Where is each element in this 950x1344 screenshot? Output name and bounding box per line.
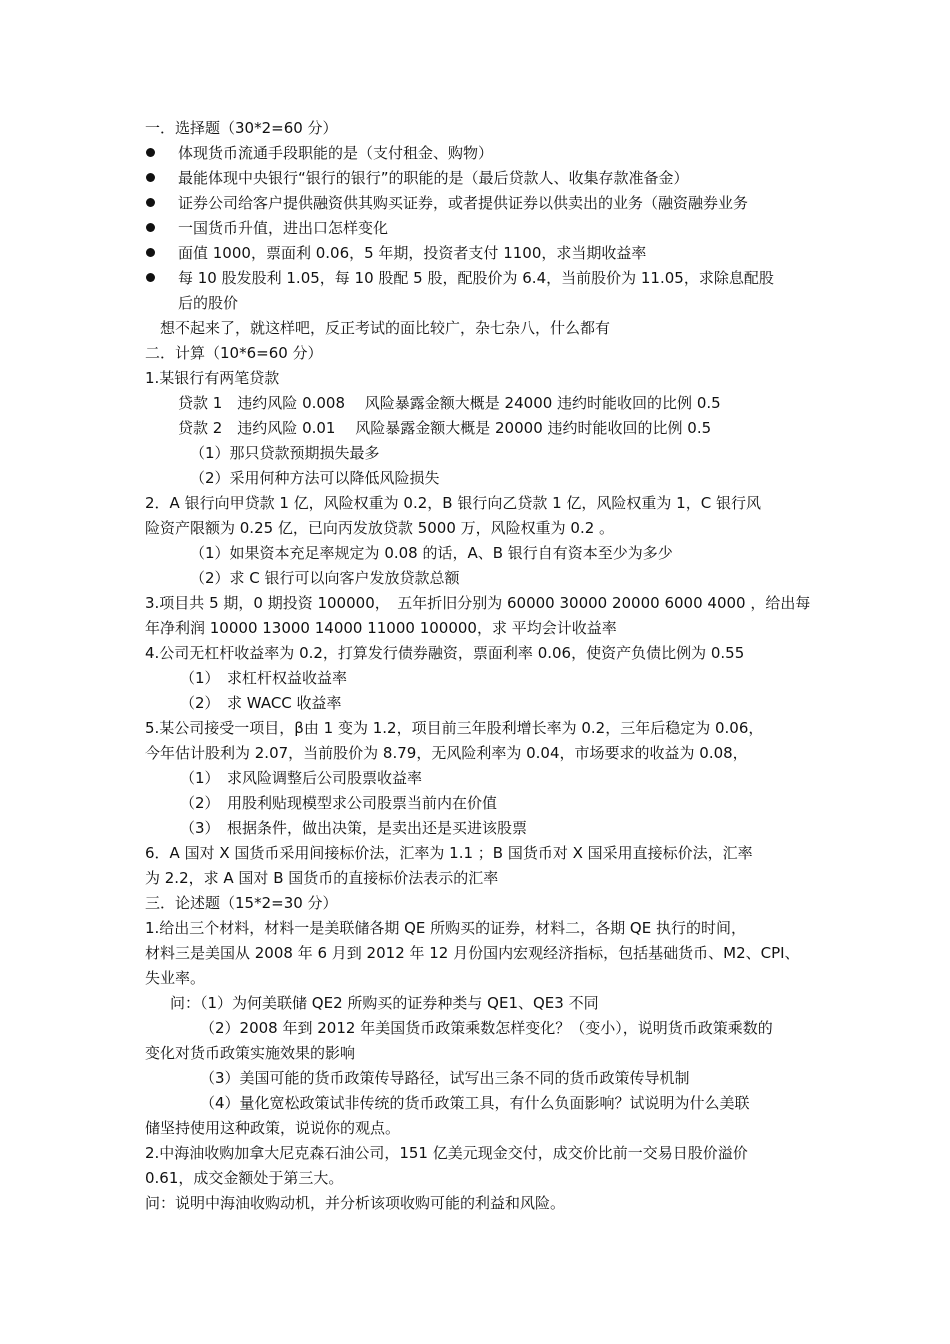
calc-q2-sub1: （1）如果资本充足率规定为 0.08 的话，A、B 银行自有资本至少为多少 <box>190 544 673 562</box>
bullet-icon <box>146 248 155 257</box>
calc-q1-title: 1.某银行有两笔贷款 <box>145 369 280 387</box>
bullet-icon <box>146 173 155 182</box>
calc-q5-line1: 5.某公司接受一项目，β由 1 变为 1.2，项目前三年股利增长率为 0.2，三年后稳定为 0.06， <box>145 719 764 737</box>
mc-question-6: 每 10 股发股利 1.05，每 10 股配 5 股，配股价为 6.4，当前股价为 11.05，求除息配股 <box>178 269 774 287</box>
essay-q1-line2: 材料三是美国从 2008 年 6 月到 2012 年 12 月份国内宏观经济指标，包括基础货币、M2、CPI、 <box>145 944 800 962</box>
calc-q4-line1: 4.公司无杠杆收益率为 0.2，打算发行债券融资，票面利率 0.06，使资产负债比例为 0.55 <box>145 644 745 662</box>
essay-q1-ask3: （3）美国可能的货币政策传导路径，试写出三条不同的货币政策传导机制 <box>200 1069 690 1087</box>
mc-question-1: 体现货币流通手段职能的是（支付租金、购物） <box>178 144 494 162</box>
essay-q2-ask: 问：说明中海油收购动机，并分析该项收购可能的利益和风险。 <box>145 1194 566 1212</box>
calc-q2-line2: 险资产限额为 0.25 亿，已向丙发放贷款 5000 万，风险权重为 0.2 。 <box>145 519 615 537</box>
calc-q5-sub3: （3） 根据条件，做出决策，是卖出还是买进该股票 <box>180 819 528 837</box>
essay-q1-ask4-cont: 储坚持使用这种政策，说说你的观点。 <box>145 1119 401 1137</box>
bullet-icon <box>146 148 155 157</box>
section1-heading: 一．选择题（30*2=60 分） <box>145 119 338 137</box>
calc-q5-sub1: （1） 求风险调整后公司股票收益率 <box>180 769 423 787</box>
essay-q2-line1: 2.中海油收购加拿大尼克森石油公司，151 亿美元现金交付，成交价比前一交易日股价溢价 <box>145 1144 748 1162</box>
calc-q6-line2: 为 2.2，求 A 国对 B 国货币的直接标价法表示的汇率 <box>145 869 499 887</box>
essay-q1-line1: 1.给出三个材料，材料一是美联储各期 QE 所购买的证券，材料二，各期 QE 执行的时间， <box>145 919 746 937</box>
calc-q1-sub2: （2）采用何种方法可以降低风险损失 <box>190 469 440 487</box>
essay-q1-ask1: 问：（1）为何美联储 QE2 所购买的证券种类与 QE1、QE3 不同 <box>170 994 599 1012</box>
calc-q5-sub2: （2） 用股利贴现模型求公司股票当前内在价值 <box>180 794 498 812</box>
calc-q4-sub1: （1） 求杠杆权益收益率 <box>180 669 348 687</box>
bullet-icon <box>146 198 155 207</box>
mc-question-4: 一国货币升值，进出口怎样变化 <box>178 219 389 237</box>
section3-heading: 三．论述题（15*2=30 分） <box>145 894 338 912</box>
calc-q2-sub2: （2）求 C 银行可以向客户发放贷款总额 <box>190 569 460 587</box>
bullet-icon <box>146 273 155 282</box>
calc-q3-line2: 年净利润 10000 13000 14000 11000 100000，求 平均会计收益率 <box>145 619 617 637</box>
mc-question-3: 证券公司给客户提供融资供其购买证券，或者提供证券以供卖出的业务（融资融券业务 <box>178 194 749 212</box>
calc-q4-sub2: （2） 求 WACC 收益率 <box>180 694 342 712</box>
calc-q2-line1: 2．A 银行向甲贷款 1 亿，风险权重为 0.2，B 银行向乙贷款 1 亿，风险权重为 1，C 银行风 <box>145 494 761 512</box>
calc-q5-line2: 今年估计股利为 2.07，当前股价为 8.79，无风险利率为 0.04，市场要求的收益为 0.08， <box>145 744 748 762</box>
bullet-icon <box>146 223 155 232</box>
calc-q1-loan2: 贷款 2 违约风险 0.01 风险暴露金额大概是 20000 违约时能收回的比例 0.5 <box>178 419 712 437</box>
calc-q1-sub1: （1）那只贷款预期损失最多 <box>190 444 380 462</box>
mc-question-2: 最能体现中央银行“银行的银行”的职能的是（最后贷款人、收集存款准备金） <box>178 169 689 187</box>
essay-q1-ask4: （4）量化宽松政策试非传统的货币政策工具，有什么负面影响？试说明为什么美联 <box>200 1094 750 1112</box>
mc-question-5: 面值 1000，票面利 0.06，5 年期，投资者支付 1100，求当期收益率 <box>178 244 647 262</box>
essay-q1-ask2-cont: 变化对货币政策实施效果的影响 <box>145 1044 356 1062</box>
essay-q1-line3: 失业率。 <box>145 969 206 987</box>
essay-q1-ask2: （2）2008 年到 2012 年美国货币政策乘数怎样变化？（变小），说明货币政策乘数的 <box>200 1019 773 1037</box>
calc-q6-line1: 6．A 国对 X 国货币采用间接标价法，汇率为 1.1 ；B 国货币对 X 国采用直接标价法，汇率 <box>145 844 753 862</box>
section2-heading: 二．计算（10*6=60 分） <box>145 344 323 362</box>
calc-q1-loan1: 贷款 1 违约风险 0.008 风险暴露金额大概是 24000 违约时能收回的比例 0.5 <box>178 394 721 412</box>
calc-q3-line1: 3.项目共 5 期，0 期投资 100000， 五年折旧分别为 60000 30000 20000 6000 4000 ，给出每 <box>145 594 811 612</box>
mc-question-6-cont: 后的股价 <box>178 294 239 312</box>
essay-q2-line2: 0.61，成交金额处于第三大。 <box>145 1169 344 1187</box>
section1-note: 想不起来了，就这样吧，反正考试的面比较广，杂七杂八，什么都有 <box>160 319 611 337</box>
